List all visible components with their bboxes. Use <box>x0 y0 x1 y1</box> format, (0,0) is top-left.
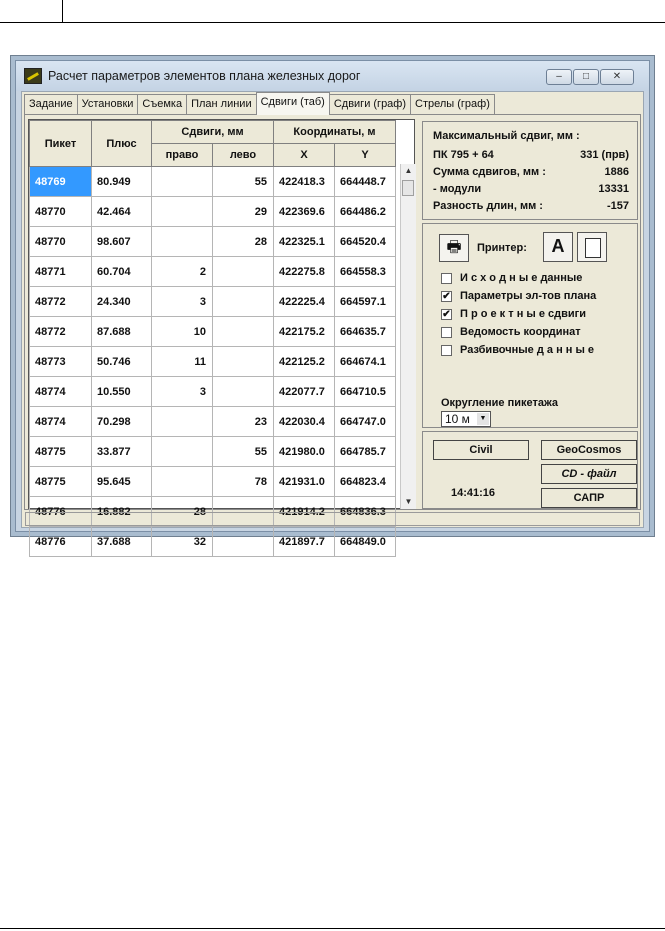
table-row[interactable] <box>30 527 396 557</box>
header-y[interactable]: Y <box>335 144 396 167</box>
plus-cell[interactable]: 80.949 <box>92 167 152 197</box>
checkbox-label: Ведомость координат <box>460 326 581 338</box>
left-shift-cell[interactable]: 29 <box>213 197 274 227</box>
checkbox-box[interactable] <box>441 327 452 338</box>
x-cell[interactable]: 421931.0 <box>274 467 335 497</box>
right-shift-cell[interactable]: 2 <box>152 257 213 287</box>
left-shift-cell[interactable] <box>213 317 274 347</box>
piket-cell[interactable]: 48775 <box>30 437 92 467</box>
printer-icon: 🖶 <box>446 239 462 256</box>
y-cell[interactable]: 664558.3 <box>335 257 396 287</box>
piket-cell[interactable]: 48776 <box>30 497 92 527</box>
plus-cell[interactable]: 24.340 <box>92 287 152 317</box>
x-cell[interactable]: 422325.1 <box>274 227 335 257</box>
close-button[interactable]: ✕ <box>600 69 634 85</box>
left-shift-cell[interactable] <box>213 347 274 377</box>
table-row[interactable] <box>30 467 396 497</box>
piket-cell[interactable]: 48771 <box>30 257 92 287</box>
right-shift-cell[interactable] <box>152 167 213 197</box>
plus-cell[interactable]: 16.882 <box>92 497 152 527</box>
y-cell[interactable]: 664448.7 <box>335 167 396 197</box>
y-cell[interactable]: 664520.4 <box>335 227 396 257</box>
tab-sdvigi-graf[interactable]: Сдвиги (граф) <box>329 94 411 115</box>
sum-value: 1886 <box>604 166 629 178</box>
header-plus[interactable]: Плюс <box>92 121 152 167</box>
tab-strip <box>24 94 494 114</box>
piket-cell[interactable]: 48770 <box>30 227 92 257</box>
right-shift-cell[interactable] <box>152 467 213 497</box>
right-shift-cell[interactable] <box>152 407 213 437</box>
plus-cell[interactable]: 60.704 <box>92 257 152 287</box>
diff-value: -157 <box>606 200 629 212</box>
y-cell[interactable]: 664849.0 <box>335 527 396 557</box>
vertical-scrollbar[interactable] <box>400 164 416 509</box>
piket-cell[interactable]: 48769 <box>30 167 92 197</box>
plus-cell[interactable]: 95.645 <box>92 467 152 497</box>
piket-cell[interactable]: 48776 <box>30 527 92 557</box>
header-x[interactable]: X <box>274 144 335 167</box>
y-cell[interactable]: 664674.1 <box>335 347 396 377</box>
checkbox-label: П р о е к т н ы е сдвиги <box>460 308 586 320</box>
left-shift-cell[interactable]: 28 <box>213 227 274 257</box>
checkbox-box[interactable] <box>441 273 452 284</box>
shifts-grid <box>29 120 396 557</box>
printer-label: Принтер: <box>477 242 527 254</box>
left-shift-cell[interactable] <box>213 257 274 287</box>
piket-cell[interactable]: 48772 <box>30 287 92 317</box>
pk-value: 331 (прв) <box>580 149 629 161</box>
checkbox-source-data[interactable] <box>441 272 582 286</box>
plus-cell[interactable]: 10.550 <box>92 377 152 407</box>
sum-row <box>433 166 633 181</box>
modules-value: 13331 <box>598 183 629 195</box>
clock: 14:41:16 <box>451 487 496 499</box>
table-row[interactable] <box>30 197 396 227</box>
header-coords: Координаты, м <box>274 121 396 144</box>
geocosmos-button[interactable]: GeoCosmos <box>541 440 637 460</box>
left-shift-cell[interactable]: 23 <box>213 407 274 437</box>
checkbox-label: И с х о д н ы е данные <box>460 272 583 284</box>
y-cell[interactable]: 664747.0 <box>335 407 396 437</box>
tab-strely-graf[interactable]: Стрелы (граф) <box>410 94 495 115</box>
table-row[interactable] <box>30 377 396 407</box>
right-shift-cell[interactable]: 28 <box>152 497 213 527</box>
rounding-value: 10 м <box>445 412 470 426</box>
max-shift-label: Максимальный сдвиг, мм : <box>433 130 580 142</box>
font-button[interactable]: A <box>543 232 573 262</box>
title-bar[interactable] <box>16 61 649 91</box>
modules-row <box>433 183 633 198</box>
x-cell[interactable]: 422275.8 <box>274 257 335 287</box>
y-cell[interactable]: 664823.4 <box>335 467 396 497</box>
y-cell[interactable]: 664836.3 <box>335 497 396 527</box>
plus-cell[interactable]: 42.464 <box>92 197 152 227</box>
left-shift-cell[interactable] <box>213 377 274 407</box>
checkbox-label: Параметры эл-тов плана <box>460 290 597 302</box>
print-options-panel <box>422 223 638 428</box>
table-row[interactable] <box>30 317 396 347</box>
checkbox-layout-data[interactable] <box>441 344 594 358</box>
plus-cell[interactable]: 98.607 <box>92 227 152 257</box>
y-cell[interactable]: 664785.7 <box>335 437 396 467</box>
x-cell[interactable]: 422225.4 <box>274 287 335 317</box>
plus-cell[interactable]: 70.298 <box>92 407 152 437</box>
piket-cell[interactable]: 48774 <box>30 377 92 407</box>
right-shift-cell[interactable] <box>152 227 213 257</box>
left-shift-cell[interactable] <box>213 287 274 317</box>
plus-cell[interactable]: 33.877 <box>92 437 152 467</box>
summary-panel <box>422 121 638 220</box>
x-cell[interactable]: 422369.6 <box>274 197 335 227</box>
table-row[interactable] <box>30 437 396 467</box>
table-row[interactable] <box>30 227 396 257</box>
checkbox-box[interactable] <box>441 345 452 356</box>
x-cell[interactable]: 422077.7 <box>274 377 335 407</box>
modules-label: - модули <box>433 183 482 195</box>
right-shift-cell[interactable]: 3 <box>152 377 213 407</box>
plus-cell[interactable]: 87.688 <box>92 317 152 347</box>
table-row[interactable] <box>30 407 396 437</box>
left-shift-cell[interactable] <box>213 527 274 557</box>
maximize-button[interactable]: □ <box>573 69 599 85</box>
page-setup-button[interactable] <box>577 232 607 262</box>
piket-cell[interactable]: 48770 <box>30 197 92 227</box>
checkbox-plan-params[interactable] <box>441 290 596 304</box>
bottom-rule <box>0 928 665 929</box>
right-shift-cell[interactable]: 11 <box>152 347 213 377</box>
x-cell[interactable]: 421897.7 <box>274 527 335 557</box>
right-shift-cell[interactable] <box>152 437 213 467</box>
piket-cell[interactable]: 48773 <box>30 347 92 377</box>
piket-cell[interactable]: 48774 <box>30 407 92 437</box>
diff-row <box>433 200 633 215</box>
left-shift-cell[interactable]: 55 <box>213 437 274 467</box>
print-button[interactable] <box>439 234 469 262</box>
window-title: Расчет параметров элементов плана железных дорог <box>48 69 361 83</box>
pk-row <box>433 149 633 164</box>
table-row[interactable] <box>30 257 396 287</box>
top-rule <box>63 22 665 23</box>
scroll-up-arrow-icon[interactable]: ▲ <box>404 166 413 175</box>
page-number-box <box>0 0 63 23</box>
tab-plan-linii[interactable]: План линии <box>186 94 257 115</box>
tab-zadanie[interactable]: Задание <box>24 94 78 115</box>
checkbox-coord-sheet[interactable] <box>441 326 581 340</box>
scroll-thumb[interactable] <box>402 180 414 196</box>
table-row[interactable] <box>30 287 396 317</box>
right-shift-cell[interactable]: 10 <box>152 317 213 347</box>
export-panel <box>422 431 638 509</box>
civil-button[interactable]: Civil <box>433 440 529 460</box>
diff-label: Разность длин, мм : <box>433 200 543 212</box>
checkbox-box[interactable]: ✔ <box>442 290 451 302</box>
tab-panel <box>24 114 641 548</box>
sapr-button[interactable]: САПР <box>541 488 637 508</box>
checkbox-box[interactable]: ✔ <box>442 308 451 320</box>
app-icon <box>24 68 42 84</box>
tab-sdvigi-tab[interactable]: Сдвиги (таб) <box>256 92 330 115</box>
rounding-label: Округление пикетажа <box>441 397 559 409</box>
left-shift-cell[interactable]: 78 <box>213 467 274 497</box>
app-window <box>15 60 650 548</box>
header-shifts: Сдвиги, мм <box>152 121 274 144</box>
tab-ustanovki[interactable]: Установки <box>77 94 139 115</box>
piket-cell[interactable]: 48772 <box>30 317 92 347</box>
client-area <box>21 91 644 548</box>
table-body <box>30 167 396 557</box>
plus-cell[interactable]: 50.746 <box>92 347 152 377</box>
sum-label: Сумма сдвигов, мм : <box>433 166 546 178</box>
x-cell[interactable]: 422175.2 <box>274 317 335 347</box>
screenshot-frame <box>10 55 655 548</box>
x-cell[interactable]: 421914.2 <box>274 497 335 527</box>
pk-label: ПК 795 + 64 <box>433 149 494 161</box>
y-cell[interactable]: 664710.5 <box>335 377 396 407</box>
right-shift-cell[interactable]: 3 <box>152 287 213 317</box>
status-bar <box>25 512 640 526</box>
tab-semka[interactable]: Съемка <box>137 94 187 115</box>
x-cell[interactable]: 422125.2 <box>274 347 335 377</box>
chevron-down-icon[interactable]: ▼ <box>477 413 489 425</box>
header-right[interactable]: право <box>152 144 213 167</box>
table-row[interactable] <box>30 167 396 197</box>
right-shift-cell[interactable]: 32 <box>152 527 213 557</box>
piket-cell[interactable]: 48775 <box>30 467 92 497</box>
x-cell[interactable]: 421980.0 <box>274 437 335 467</box>
right-shift-cell[interactable] <box>152 197 213 227</box>
checkbox-design-shifts[interactable] <box>441 308 586 322</box>
shifts-table <box>28 119 415 548</box>
table-row[interactable] <box>30 347 396 377</box>
header-piket[interactable]: Пикет <box>30 121 92 167</box>
y-cell[interactable]: 664635.7 <box>335 317 396 347</box>
y-cell[interactable]: 664486.2 <box>335 197 396 227</box>
header-left[interactable]: лево <box>213 144 274 167</box>
scroll-down-arrow-icon[interactable]: ▼ <box>404 497 413 506</box>
cd-file-button[interactable]: CD - файл <box>541 464 637 484</box>
x-cell[interactable]: 422418.3 <box>274 167 335 197</box>
minimize-button[interactable]: – <box>546 69 572 85</box>
left-shift-cell[interactable]: 55 <box>213 167 274 197</box>
checkbox-label: Разбивочные д а н н ы е <box>460 344 595 356</box>
rounding-select[interactable] <box>441 411 491 427</box>
plus-cell[interactable]: 37.688 <box>92 527 152 557</box>
x-cell[interactable]: 422030.4 <box>274 407 335 437</box>
y-cell[interactable]: 664597.1 <box>335 287 396 317</box>
